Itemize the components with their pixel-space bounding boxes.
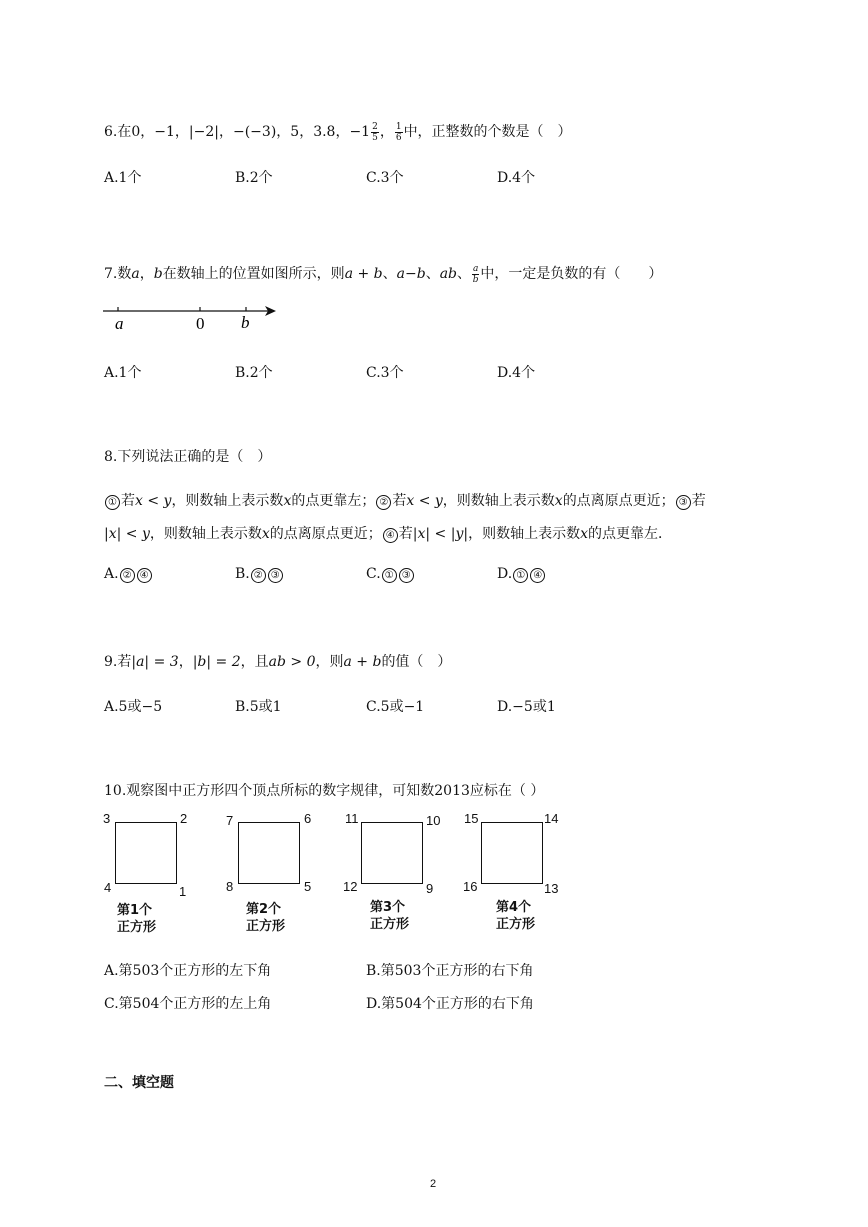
q8-s3-end: 的点离原点更近； [269, 526, 382, 542]
page-number: 2 [430, 1178, 437, 1190]
q9-condition-ab: ab > 0 [268, 654, 316, 670]
q9-text-prefix: 9.若 [104, 654, 132, 670]
q10-option-c: C.第504个正方形的左上角 [104, 996, 272, 1012]
square-3-caption-index: 第3个 [370, 900, 406, 915]
q7-option-b: B.2个 [235, 365, 273, 381]
q7-expr-product: ab [439, 266, 457, 282]
q8-s4-if: 若 [398, 526, 413, 542]
square-1-bottom-right-number: 1 [179, 884, 187, 899]
q8-statements-line-1 [104, 490, 706, 510]
square-4-caption-shape: 正方形 [496, 917, 536, 932]
q6-fraction-numerator: 1 [395, 121, 402, 132]
q7-expr-sum: a + b [344, 266, 383, 282]
axis-label-b: b [241, 313, 250, 332]
axis-label-zero: 0 [196, 314, 205, 333]
q8-s1-if: 若 [121, 493, 135, 509]
square-1 [115, 822, 177, 884]
q7-separator: ， [139, 266, 154, 282]
q6-text-prefix: 6.在0，−1， [104, 124, 189, 140]
q10-option-d: D.第504个正方形的右下角 [366, 996, 534, 1012]
q8-s2-if: 若 [392, 493, 407, 509]
q6-mixed-denominator: 5 [372, 132, 378, 143]
q8-marker-4: ④ [383, 528, 398, 543]
q9-text-and: ，且 [240, 654, 269, 670]
q6-fraction [395, 122, 403, 143]
q8-option-b [235, 566, 284, 583]
square-1-top-left-number: 3 [103, 811, 111, 826]
q6-mixed-numerator: 2 [372, 121, 378, 132]
q10-option-b: B.第503个正方形的右下角 [366, 963, 534, 979]
q9-option-c: C.5或−1 [366, 699, 425, 715]
square-2-bottom-left-number: 8 [226, 879, 234, 894]
q8-s1-var: x [283, 493, 292, 509]
q6-mixed-fraction [371, 122, 379, 143]
q7-fraction [472, 264, 479, 285]
q8-s4-text: ，则数轴上表示数 [468, 526, 581, 542]
q9-option-b: B.5或1 [235, 699, 282, 715]
q8-option-c-marker-1: ① [382, 568, 397, 583]
q8-option-c-letter: C. [366, 566, 381, 582]
section-heading-fill-in: 二、填空题 [104, 1075, 174, 1091]
square-3 [361, 822, 423, 884]
question-6-stem [104, 121, 572, 143]
q7-fraction-denominator: b [472, 274, 479, 285]
q8-option-a-marker-1: ② [120, 568, 135, 583]
q6-abs-value: |−2| [188, 124, 219, 140]
q6-mixed-whole: −1 [349, 124, 371, 140]
q7-delim-2: 、 [425, 266, 440, 282]
square-2 [238, 822, 300, 884]
q6-fraction-denominator: 6 [395, 132, 402, 143]
square-4-top-left-number: 15 [464, 811, 479, 826]
square-3-top-left-number: 11 [345, 811, 359, 826]
square-3-caption [370, 899, 409, 933]
q8-s1-text: ，则数轴上表示数 [171, 493, 284, 509]
q7-fraction-numerator: a [473, 263, 479, 274]
q8-marker-1: ① [105, 495, 120, 510]
question-10-stem: 10.观察图中正方形四个顶点所标的数字规律，可知数2013应标在（ ） [104, 783, 545, 799]
q7-option-c: C.3个 [366, 365, 404, 381]
q7-var-b: b [153, 266, 163, 282]
square-2-top-left-number: 7 [226, 813, 234, 828]
q8-s3-var: x [261, 526, 270, 542]
q9-condition-a: |a| = 3 [131, 654, 179, 670]
question-8-stem: 8.下列说法正确的是（ ） [104, 449, 272, 465]
square-3-bottom-left-number: 12 [343, 879, 358, 894]
q6-option-b: B.2个 [235, 170, 273, 186]
q10-option-a: A.第503个正方形的左下角 [104, 963, 272, 979]
q8-s1-end: 的点更靠左； [291, 493, 376, 509]
q7-option-a: A.1个 [104, 365, 142, 381]
q7-text-suffix: 中，一定是负数的有（ ） [480, 266, 663, 282]
square-2-caption [246, 901, 285, 935]
square-4-caption-index: 第4个 [496, 900, 532, 915]
square-1-top-right-number: 2 [180, 811, 188, 826]
q8-s4-end: 的点更靠左． [588, 526, 672, 542]
q8-s2-end: 的点离原点更近； [562, 493, 675, 509]
question-7-stem [104, 263, 662, 285]
q7-expr-diff: a−b [396, 266, 426, 282]
square-4-bottom-left-number: 16 [463, 879, 478, 894]
q9-option-a: A.5或−5 [104, 699, 163, 715]
q8-option-b-letter: B. [235, 566, 250, 582]
square-2-caption-shape: 正方形 [246, 919, 286, 934]
q9-expression: a + b [343, 654, 382, 670]
square-3-top-right-number: 10 [426, 813, 441, 828]
q6-separator-2: ， [379, 124, 394, 140]
q8-marker-2: ② [376, 495, 391, 510]
square-4-bottom-right-number: 13 [544, 881, 559, 896]
q8-s3-if: 若 [691, 493, 706, 509]
square-1-caption-shape: 正方形 [117, 920, 157, 935]
q8-option-b-marker-2: ③ [268, 568, 283, 583]
q9-option-d: D.−5或1 [497, 699, 556, 715]
square-2-top-right-number: 6 [304, 811, 312, 826]
square-1-caption-index: 第1个 [117, 903, 153, 918]
q8-s1-condition: x < y [135, 493, 172, 509]
q8-statements-line-2 [104, 523, 672, 543]
q8-s2-text: ，则数轴上表示数 [442, 493, 555, 509]
q8-option-d-letter: D. [497, 566, 513, 582]
q8-s2-var: x [554, 493, 563, 509]
square-3-bottom-right-number: 9 [426, 881, 434, 896]
number-line-diagram [100, 298, 285, 338]
q6-option-c: C.3个 [366, 170, 404, 186]
square-1-caption [117, 902, 156, 936]
q8-marker-3: ③ [676, 495, 691, 510]
square-3-caption-shape: 正方形 [370, 917, 410, 932]
q6-numbers: ，5，3.8， [276, 124, 350, 140]
question-9-stem [104, 651, 451, 671]
square-4 [481, 822, 543, 884]
square-4-caption [496, 899, 535, 933]
q8-s2-condition: x < y [406, 493, 443, 509]
q8-option-d-marker-1: ① [513, 568, 528, 583]
q8-option-c [366, 566, 415, 583]
q6-option-a: A.1个 [104, 170, 142, 186]
q8-s4-var: x [580, 526, 588, 542]
square-1-bottom-left-number: 4 [104, 880, 112, 895]
q8-option-a-letter: A. [104, 566, 119, 582]
q6-text-suffix: 中，正整数的个数是（ ） [403, 124, 572, 140]
q8-option-d-marker-2: ④ [530, 568, 545, 583]
q8-option-a [104, 566, 153, 583]
q8-option-c-marker-2: ③ [399, 568, 414, 583]
q8-option-d [497, 566, 546, 583]
q8-s3-text: ，则数轴上表示数 [149, 526, 262, 542]
square-2-caption-index: 第2个 [246, 902, 282, 917]
q9-text-suffix: 的值（ ） [381, 654, 452, 670]
q7-delim-3: 、 [457, 266, 471, 282]
q7-option-d: D.4个 [497, 365, 536, 381]
axis-label-a: a [115, 314, 124, 333]
q8-option-a-marker-2: ④ [137, 568, 152, 583]
square-4-top-right-number: 14 [544, 811, 559, 826]
q6-negation: −(−3) [232, 124, 277, 140]
q6-separator: ， [218, 124, 233, 140]
square-2-bottom-right-number: 5 [304, 879, 312, 894]
q9-text-then: ，则 [315, 654, 344, 670]
q7-text-prefix: 7.数 [104, 266, 132, 282]
q8-s3-condition: |x| < y [104, 526, 150, 542]
q9-condition-b: |b| = 2 [192, 654, 241, 670]
q8-s4-condition: |x| < |y| [412, 526, 469, 542]
q7-delim-1: 、 [382, 266, 397, 282]
q9-separator: ， [178, 654, 193, 670]
q7-var-a: a [131, 266, 140, 282]
q8-option-b-marker-1: ② [251, 568, 266, 583]
q6-option-d: D.4个 [497, 170, 536, 186]
q7-text-mid: 在数轴上的位置如图所示，则 [162, 266, 345, 282]
